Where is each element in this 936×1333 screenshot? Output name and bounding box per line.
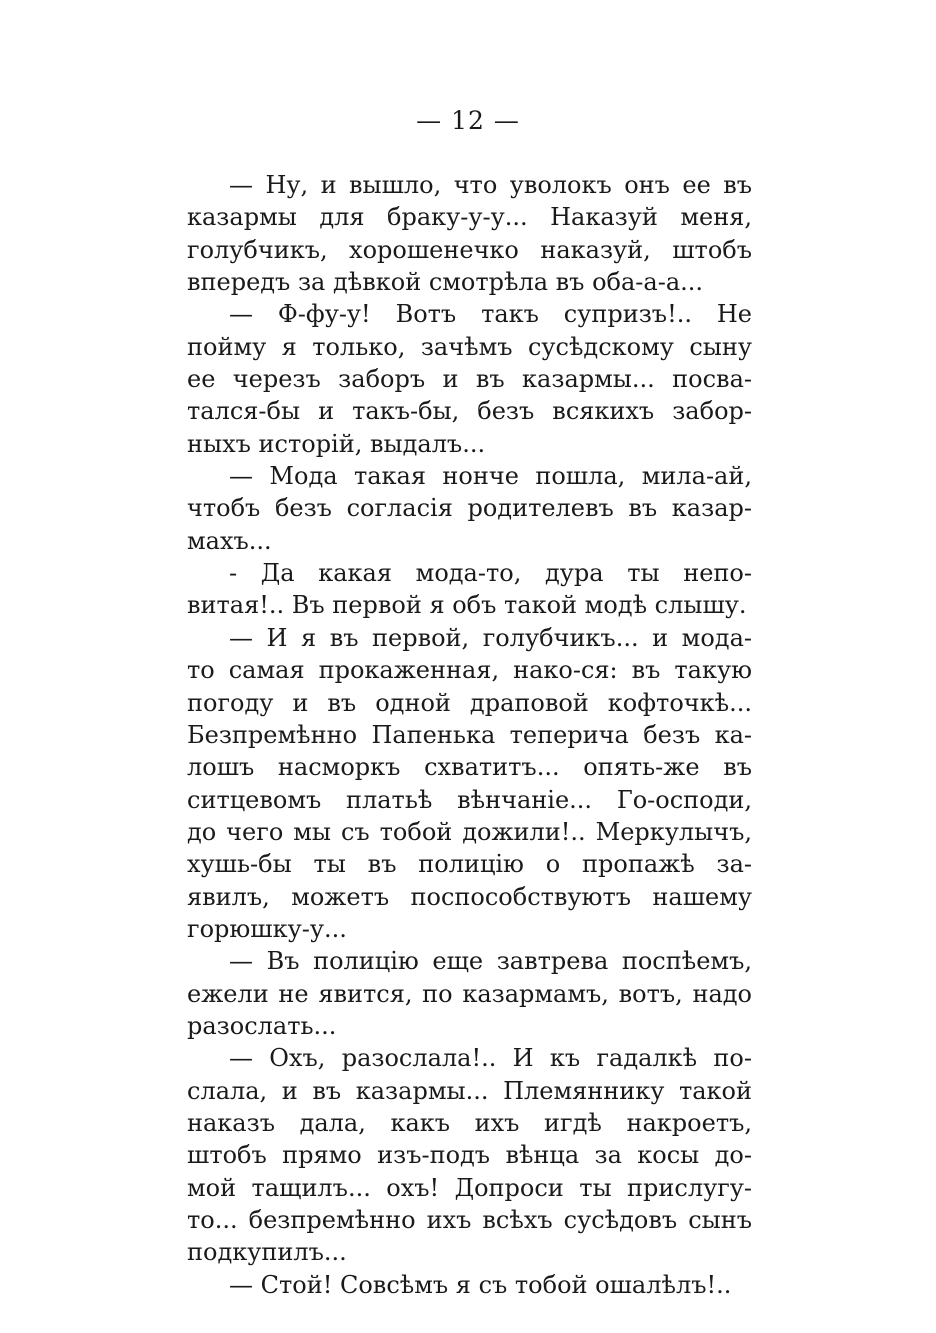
text-line: мой тащилъ... охъ! Допроси ты прислугу- bbox=[187, 1173, 752, 1202]
text-line: — Въ полицiю еще завтрева поспѣемъ, bbox=[229, 947, 752, 976]
text-line: ее черезъ заборъ и въ казармы... посва- bbox=[187, 365, 752, 394]
text-line: казармы для браку-у-у... Наказуй меня, bbox=[187, 203, 752, 232]
text-line: хушь-бы ты въ полицiю о пропажѣ за- bbox=[187, 850, 752, 879]
text-line: — Стой! Совсѣмъ я съ тобой ошалѣлъ!.. bbox=[229, 1270, 732, 1299]
text-line: — И я въ первой, голубчикъ... и модa- bbox=[229, 623, 752, 652]
text-line: ныхъ исторiй, выдалъ... bbox=[187, 429, 486, 458]
text-line: голубчикъ, хорошенечко наказуй, штобъ bbox=[187, 235, 752, 264]
text-line: до чего мы съ тобой дожили!.. Меркулычъ, bbox=[187, 817, 752, 846]
text-line: тался-бы и такъ-бы, безъ всякихъ забор- bbox=[187, 397, 752, 426]
text-line: — Ф-фу-у! Вотъ такъ супризъ!.. Не bbox=[229, 300, 752, 329]
text-line: лошъ насморкъ схватитъ... опять-же въ bbox=[187, 753, 752, 782]
text-line: чтобъ безъ согласiя родителевъ въ казар- bbox=[187, 494, 752, 523]
text-line: пойму я только, зачѣмъ сусѣдскому сыну bbox=[187, 332, 752, 361]
text-line: штобъ прямо изъ-подъ вѣнца за косы до- bbox=[187, 1141, 752, 1170]
text-line: горюшку-у... bbox=[187, 914, 347, 943]
text-line: ежели не явится, по казармамъ, вотъ, надо bbox=[187, 979, 752, 1008]
text-line: то самая прокаженная, нако-ся: въ такую bbox=[187, 656, 752, 685]
text-line: ситцевомъ платьѣ вѣнчанiе... Го-осподи, bbox=[187, 785, 752, 814]
text-line: слала, и въ казармы... Племяннику такой bbox=[187, 1076, 752, 1105]
text-line: — Охъ, разослала!.. И къ гадалкѣ по- bbox=[229, 1044, 752, 1073]
text-line: разослать... bbox=[187, 1011, 337, 1040]
body-text bbox=[187, 169, 752, 1301]
text-line: подкупилъ... bbox=[187, 1238, 347, 1267]
text-line: — Ну, и вышло, что уволокъ онъ ее въ bbox=[229, 171, 752, 199]
text-line: махъ... bbox=[187, 526, 272, 555]
text-line: впередъ за дѣвкой смотрѣла въ оба-а-а... bbox=[187, 268, 704, 297]
text-line: витая!.. Въ первой я объ такой модѣ слышу. bbox=[187, 591, 747, 620]
page-number: — 12 — bbox=[416, 106, 520, 135]
text-line: наказъ дала, какъ ихъ игдѣ накроетъ, bbox=[187, 1108, 752, 1137]
text-line: — Мода такая нонче пошла, мила-ай, bbox=[229, 462, 752, 491]
text-line: погоду и въ одной драповой кофточкѣ... bbox=[187, 688, 752, 717]
text-line: явилъ, можетъ поспособствуютъ нашему bbox=[187, 882, 752, 911]
text-line: - Да какая мода-то, дура ты непо- bbox=[229, 559, 752, 588]
text-line: то... безпремѣнно ихъ всѣхъ сусѣдовъ сынъ bbox=[187, 1206, 752, 1234]
text-line: Безпремѣнно Папенька теперича безъ ка- bbox=[187, 720, 752, 749]
